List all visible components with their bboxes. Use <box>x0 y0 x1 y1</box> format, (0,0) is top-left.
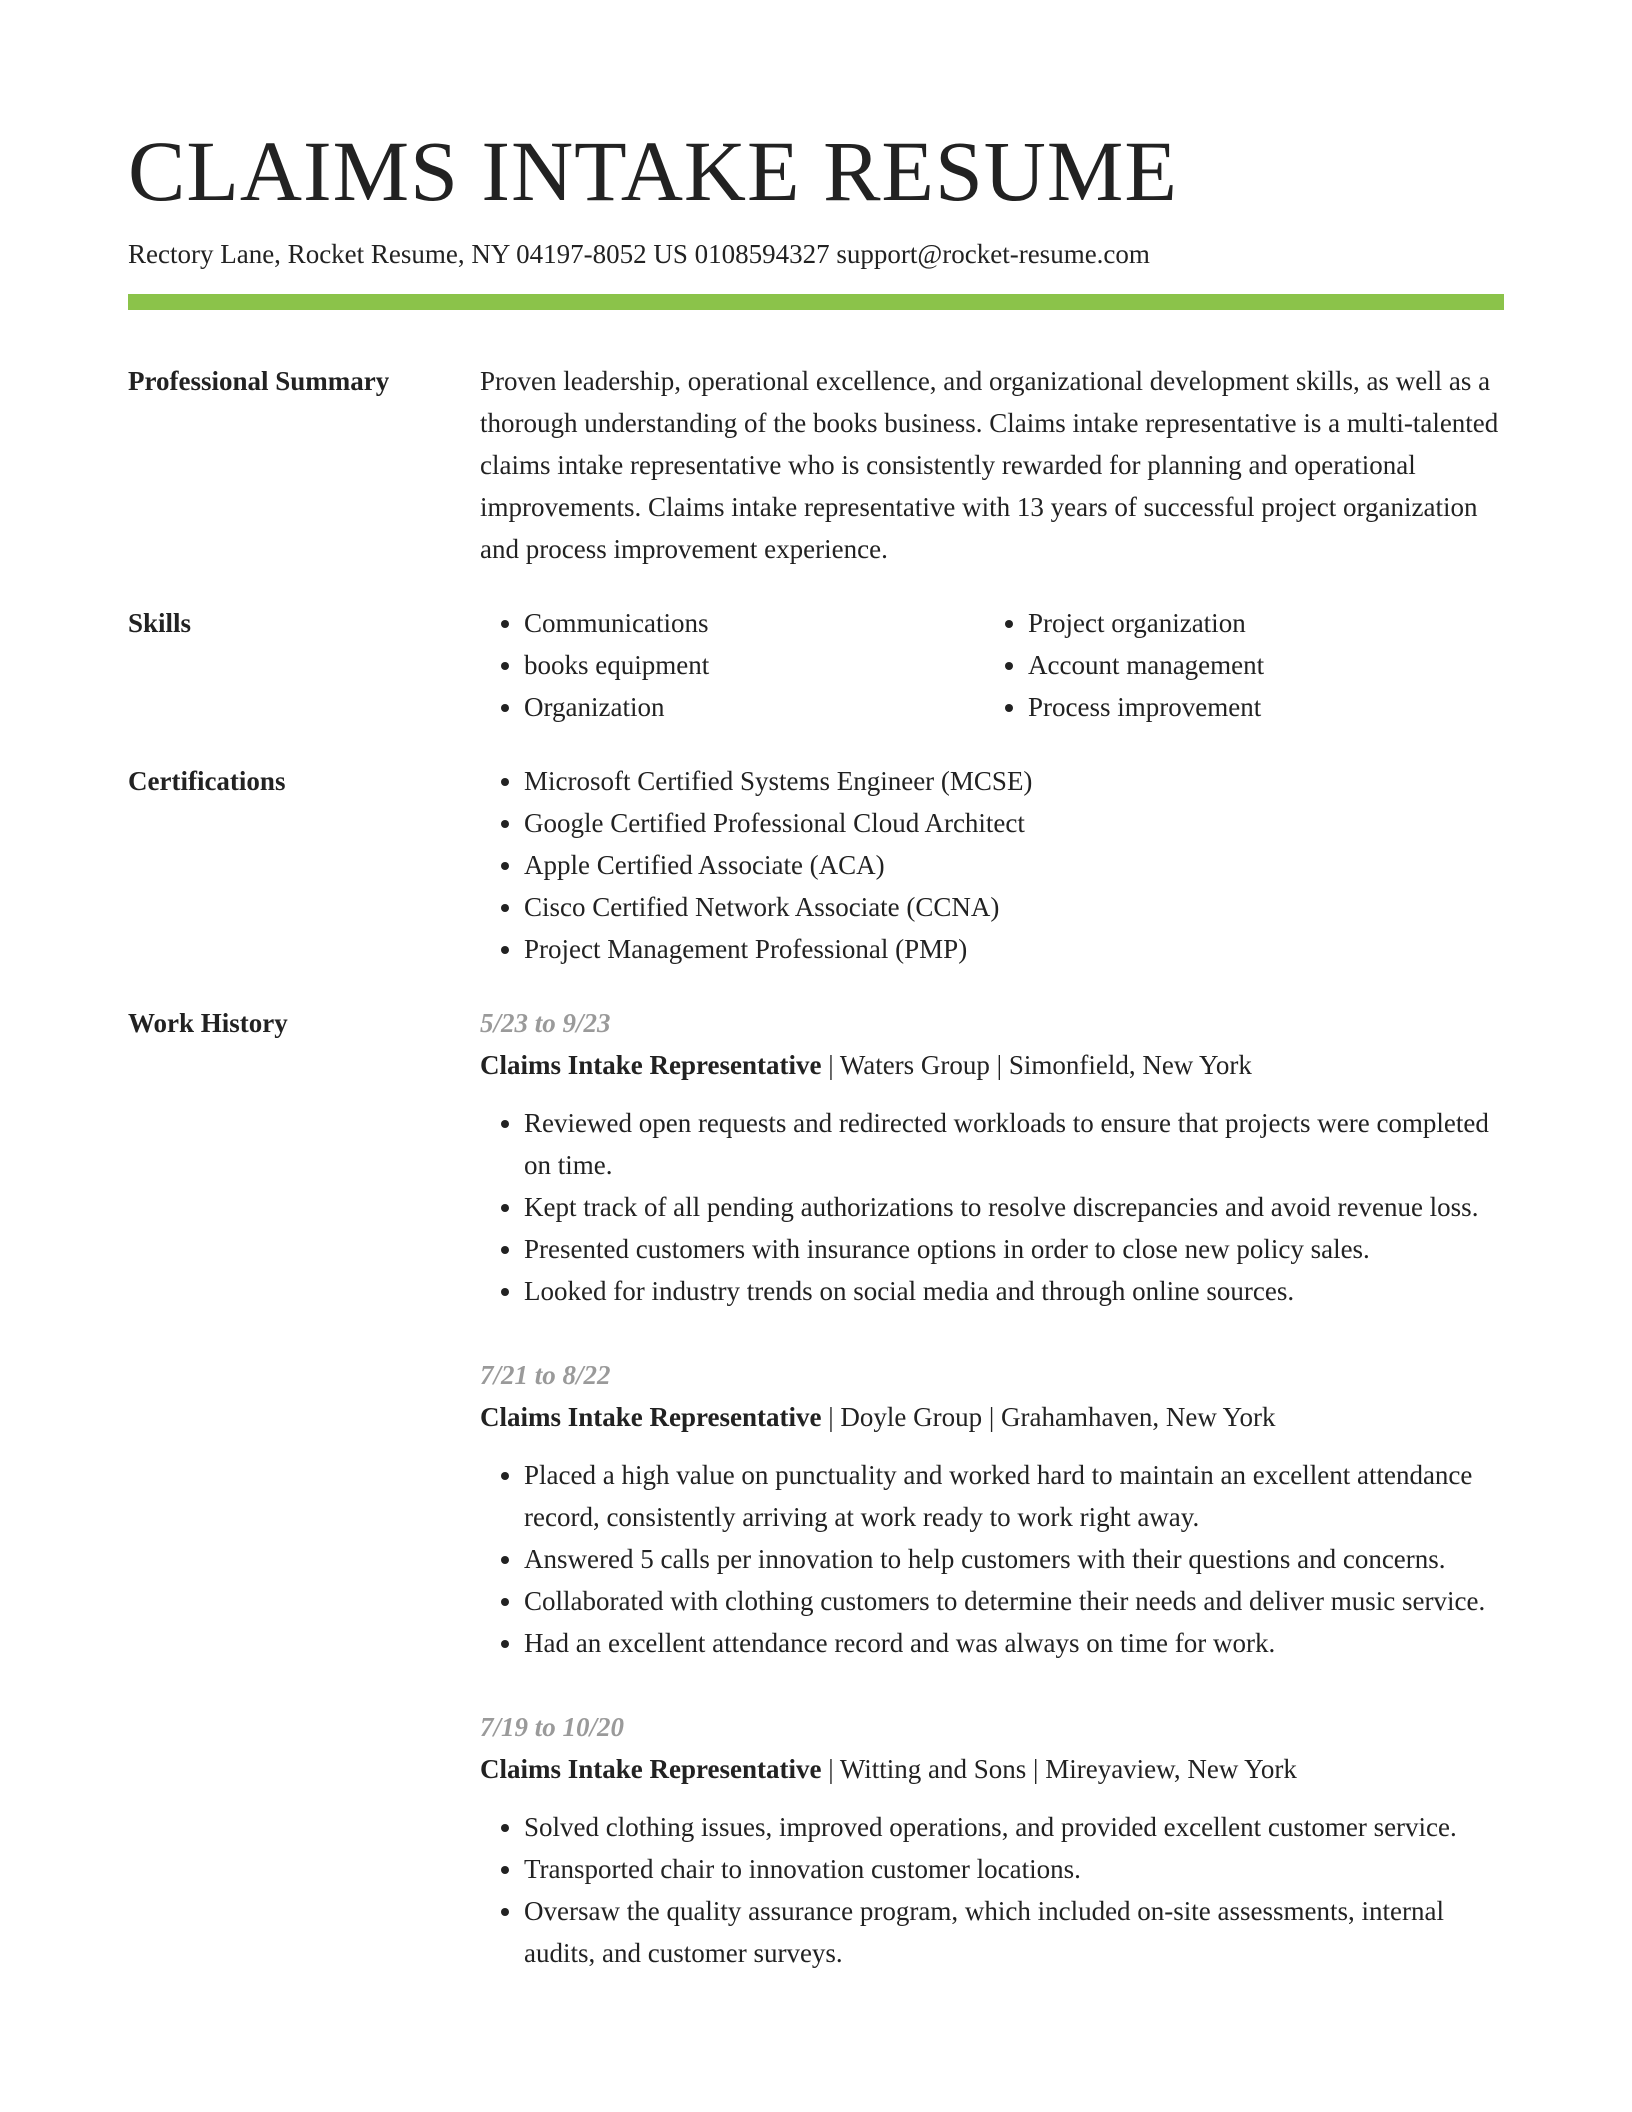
certification-item: • Cisco Certified Network Associate (CCNA) <box>524 886 1504 928</box>
job-entry <box>480 1002 1504 1312</box>
job-dates: 7/19 to 10/20 <box>480 1712 625 1742</box>
job-duty: • Oversaw the quality assurance program, which included on-site assessments, internal audits, and customer surveys. <box>524 1890 1504 1974</box>
professional-summary-section <box>128 360 1504 570</box>
resume-title: CLAIMS INTAKE RESUME <box>128 123 1178 219</box>
job-duty: • Reviewed open requests and redirected workloads to ensure that projects were completed on time. <box>524 1102 1504 1186</box>
skills-column-2 <box>984 602 1488 728</box>
section-label-work-history: Work History <box>128 1008 288 1038</box>
skill-item: • Project organization <box>1028 602 1488 644</box>
job-title: Claims Intake Representative <box>480 1402 822 1432</box>
job-duty: • Had an excellent attendance record and was always on time for work. <box>524 1622 1504 1664</box>
skill-item: • Communications <box>524 602 984 644</box>
certification-item: • Project Management Professional (PMP) <box>524 928 1504 970</box>
certification-item: • Microsoft Certified Systems Engineer (MCSE) <box>524 760 1504 802</box>
job-dates: 5/23 to 9/23 <box>480 1008 611 1038</box>
job-entry <box>480 1354 1504 1664</box>
certifications-section <box>128 760 1504 970</box>
job-company-location: | Waters Group | Simonfield, New York <box>821 1050 1252 1080</box>
job-duty: • Placed a high value on punctuality and worked hard to maintain an excellent attendance record, consistently arriving at work ready to work right away. <box>524 1454 1504 1538</box>
work-history-body <box>480 1002 1504 1974</box>
job-duty: • Looked for industry trends on social media and through online sources. <box>524 1270 1504 1312</box>
certifications-list <box>480 760 1504 970</box>
certifications-body <box>480 760 1504 970</box>
work-history-section <box>128 1002 1504 1974</box>
job-entry <box>480 1706 1504 1974</box>
section-label-summary: Professional Summary <box>128 366 390 396</box>
job-duty: • Solved clothing issues, improved operations, and provided excellent customer service. <box>524 1806 1504 1848</box>
job-company-location: | Witting and Sons | Mireyaview, New York <box>821 1754 1297 1784</box>
job-heading <box>480 1044 1504 1086</box>
job-heading <box>480 1396 1504 1438</box>
job-duty: • Presented customers with insurance options in order to close new policy sales. <box>524 1228 1504 1270</box>
skills-column-1 <box>480 602 984 728</box>
job-heading <box>480 1748 1504 1790</box>
job-duty: • Answered 5 calls per innovation to help customers with their questions and concerns. <box>524 1538 1504 1580</box>
skills-list-1 <box>480 602 984 728</box>
skill-item: • Account management <box>1028 644 1488 686</box>
job-title: Claims Intake Representative <box>480 1754 822 1784</box>
skill-item: • books equipment <box>524 644 984 686</box>
skills-grid <box>480 602 1504 728</box>
contact-line: Rectory Lane, Rocket Resume, NY 04197-8052 US 0108594327 support@rocket-resume.com <box>128 239 1150 269</box>
accent-divider <box>128 294 1504 310</box>
job-duty: • Kept track of all pending authorizations to resolve discrepancies and avoid revenue loss. <box>524 1186 1504 1228</box>
section-label-skills: Skills <box>128 608 192 638</box>
certification-item: • Apple Certified Associate (ACA) <box>524 844 1504 886</box>
job-duty: • Transported chair to innovation customer locations. <box>524 1848 1504 1890</box>
skill-item: • Process improvement <box>1028 686 1488 728</box>
section-label-certifications: Certifications <box>128 766 286 796</box>
skills-list-2 <box>984 602 1488 728</box>
job-duty: • Collaborated with clothing customers to determine their needs and deliver music service. <box>524 1580 1504 1622</box>
job-dates: 7/21 to 8/22 <box>480 1360 611 1390</box>
job-title: Claims Intake Representative <box>480 1050 822 1080</box>
job-duties-list <box>480 1102 1504 1312</box>
job-duties-list <box>480 1454 1504 1664</box>
certification-item: • Google Certified Professional Cloud Architect <box>524 802 1504 844</box>
skill-item: • Organization <box>524 686 984 728</box>
job-duties-list <box>480 1806 1504 1974</box>
summary-body <box>480 360 1504 570</box>
skills-section <box>128 602 1504 728</box>
job-company-location: | Doyle Group | Grahamhaven, New York <box>821 1402 1276 1432</box>
summary-text: Proven leadership, operational excellence, and organizational development skills, as well as a thorough understanding of the books business. Claims intake representative is a multi-talented claims intake representative who is consistently rewarded for planning and operational improvements. Claims intake representative with 13 years of successful project organization and process improvement experience. <box>480 366 1499 564</box>
